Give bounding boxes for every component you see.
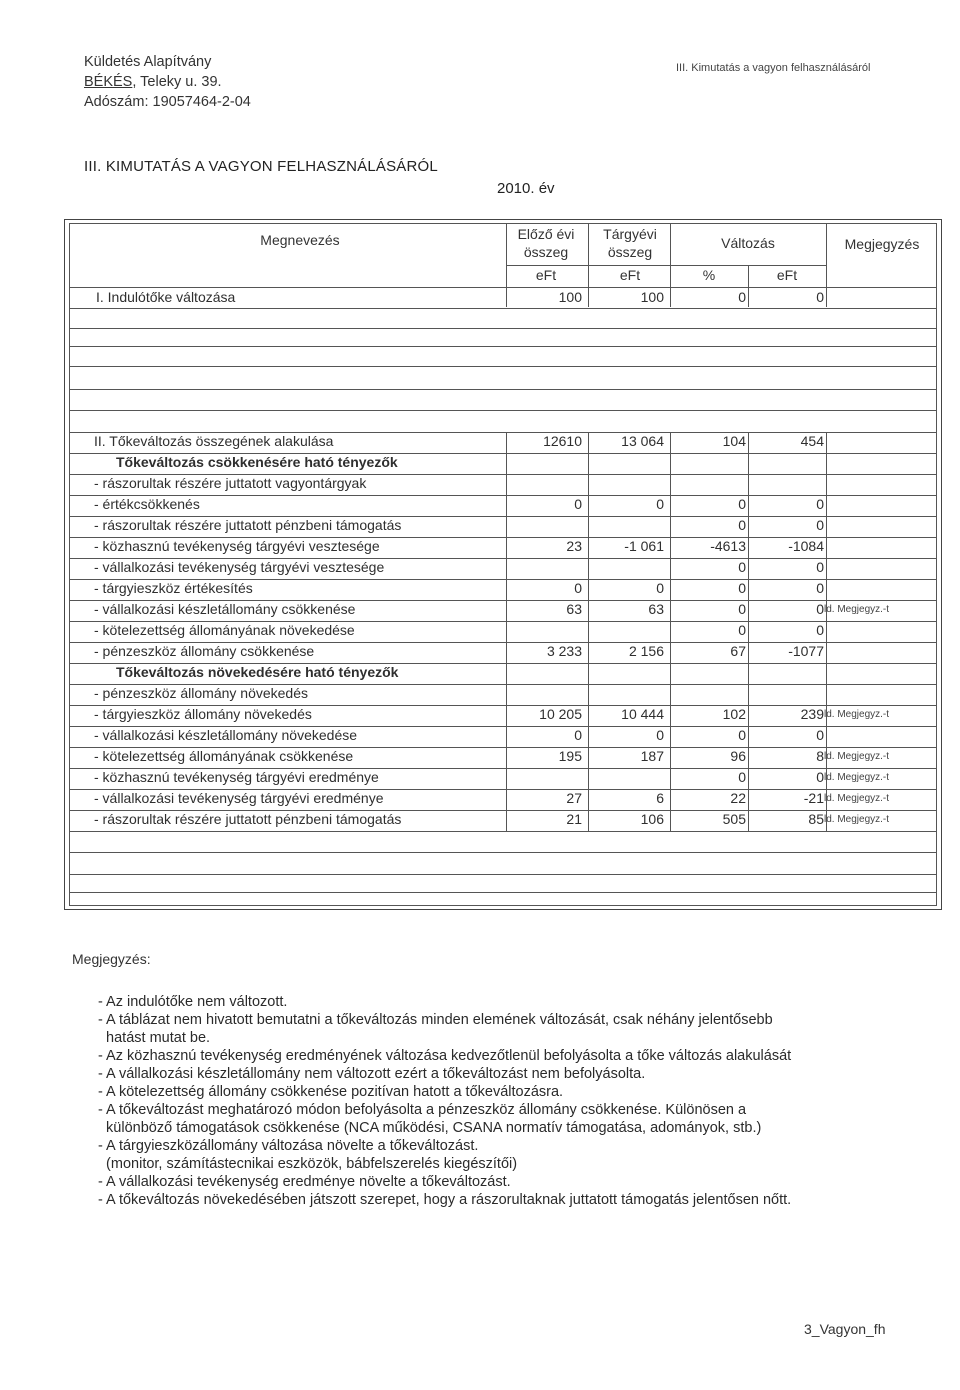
cell-pct: -4613 bbox=[710, 538, 746, 554]
cell-pct: 102 bbox=[722, 706, 746, 722]
cell-note: ld. Megjegyz.-t bbox=[824, 751, 890, 762]
cell-eft: 454 bbox=[800, 433, 824, 449]
cell-cur: 10 444 bbox=[621, 706, 664, 722]
cell-note: ld. Megjegyz.-t bbox=[824, 793, 890, 804]
cell-pct: 0 bbox=[738, 601, 746, 617]
org-name: Küldetés Alapítvány bbox=[84, 54, 212, 70]
cell-pct: 96 bbox=[730, 748, 746, 764]
notes-title: Megjegyzés: bbox=[72, 951, 151, 967]
cell-pct: 67 bbox=[730, 643, 746, 659]
cell-prev: 63 bbox=[566, 601, 582, 617]
row-label: - vállalkozási készletállomány csökkenése bbox=[94, 601, 356, 617]
row-divider bbox=[69, 328, 937, 329]
cell-pct: 0 bbox=[738, 289, 746, 305]
note-line: - A vállalkozási tevékenység eredménye növelte a tőkeváltozást. bbox=[98, 1174, 511, 1190]
row-label: - tárgyieszköz értékesítés bbox=[94, 580, 253, 596]
cell-cur: 0 bbox=[656, 727, 664, 743]
cell-eft: 0 bbox=[816, 601, 824, 617]
row-label: - vállalkozási tevékenység tárgyévi vesztesége bbox=[94, 559, 385, 575]
row-divider bbox=[69, 874, 937, 875]
cell-eft: -1084 bbox=[788, 538, 824, 554]
row-divider bbox=[69, 308, 937, 309]
cell-eft: 0 bbox=[816, 559, 824, 575]
unit-pct: % bbox=[702, 267, 716, 283]
note-line: - A tőkeváltozást meghatározó módon befolyásolta a pénzeszköz állomány csökkenése. Különösen a bbox=[98, 1102, 747, 1118]
cell-pct: 505 bbox=[722, 811, 746, 827]
cell-eft: -1077 bbox=[788, 643, 824, 659]
cell-cur: 0 bbox=[656, 580, 664, 596]
unit-prev: eFt bbox=[535, 267, 557, 283]
row-divider bbox=[69, 366, 937, 367]
row-divider bbox=[69, 831, 937, 832]
note-line: - Az indulótőke nem változott. bbox=[98, 994, 288, 1010]
cell-eft: 0 bbox=[816, 727, 824, 743]
note-line: különböző támogatások csökkenése (NCA működési, CSANA normatív támogatása, adományok, stb.) bbox=[98, 1120, 762, 1136]
cell-note: ld. Megjegyz.-t bbox=[824, 604, 890, 615]
cell-prev: 0 bbox=[574, 580, 582, 596]
row-divider bbox=[69, 389, 937, 390]
col-header-change: Változás bbox=[721, 235, 775, 251]
note-line: (monitor, számítástecnikai eszközök, bábfelszerelés kiegészítői) bbox=[98, 1156, 518, 1172]
cell-cur: 187 bbox=[640, 748, 664, 764]
row-label: - vállalkozási tevékenység tárgyévi eredménye bbox=[94, 790, 384, 806]
cell-pct: 0 bbox=[738, 622, 746, 638]
col-header-prev-2: összeg bbox=[523, 244, 569, 260]
cell-prev: 12610 bbox=[543, 433, 582, 449]
col-divider bbox=[826, 223, 827, 287]
cell-pct: 0 bbox=[738, 496, 746, 512]
cell-eft: 0 bbox=[816, 769, 824, 785]
cell-prev: 21 bbox=[566, 811, 582, 827]
org-address: BÉKÉS, Teleky u. 39. bbox=[84, 74, 222, 90]
row-label: - vállalkozási készletállomány növekedése bbox=[94, 727, 358, 743]
note-line: - Az közhasznú tevékenység eredményének változása kedvezőtlenül befolyásolta a tőke változás alakulását bbox=[98, 1048, 792, 1064]
cell-prev: 0 bbox=[574, 496, 582, 512]
cell-pct: 0 bbox=[738, 559, 746, 575]
cell-eft: 0 bbox=[816, 622, 824, 638]
note-line: - A kötelezettség állomány csökkenése pozitívan hatott a tőkeváltozásra. bbox=[98, 1084, 564, 1100]
cell-eft: 0 bbox=[816, 517, 824, 533]
cell-eft: 0 bbox=[816, 496, 824, 512]
row-divider bbox=[506, 265, 826, 266]
col-header-cur-2: összeg bbox=[607, 244, 653, 260]
cell-pct: 0 bbox=[738, 727, 746, 743]
row-label: - értékcsökkenés bbox=[94, 496, 200, 512]
cell-eft: -21 bbox=[803, 790, 824, 806]
row-divider bbox=[69, 287, 937, 288]
cell-cur: 63 bbox=[648, 601, 664, 617]
row-label: Tőkeváltozás növekedésére ható tényezők bbox=[116, 664, 399, 680]
page-title: III. KIMUTATÁS A VAGYON FELHASZNÁLÁSÁRÓL bbox=[84, 158, 438, 175]
cell-cur: -1 061 bbox=[624, 538, 664, 554]
cell-eft: 239 bbox=[800, 706, 824, 722]
row-label: - pénzeszköz állomány csökkenése bbox=[94, 643, 315, 659]
row-label: - tárgyieszköz állomány növekedés bbox=[94, 706, 312, 722]
row-divider bbox=[69, 852, 937, 853]
row-divider bbox=[69, 410, 937, 411]
footer-code: 3_Vagyon_fh bbox=[804, 1321, 886, 1337]
cell-note: ld. Megjegyz.-t bbox=[824, 814, 890, 825]
cell-prev: 27 bbox=[566, 790, 582, 806]
cell-eft: 85 bbox=[808, 811, 824, 827]
cell-cur: 100 bbox=[640, 289, 664, 305]
header-right-title: III. Kimutatás a vagyon felhasználásáról bbox=[676, 62, 871, 74]
report-year: 2010. év bbox=[497, 180, 555, 197]
cell-pct: 104 bbox=[722, 433, 746, 449]
note-line: - A táblázat nem hivatott bemutatni a tőkeváltozás minden elemének változását, csak néhány jelentősebb bbox=[98, 1012, 773, 1028]
cell-pct: 0 bbox=[738, 517, 746, 533]
cell-cur: 6 bbox=[656, 790, 664, 806]
cell-eft: 8 bbox=[816, 748, 824, 764]
col-divider bbox=[588, 223, 589, 287]
row-label: - pénzeszköz állomány növekedés bbox=[94, 685, 309, 701]
col-header-cur-1: Tárgyévi bbox=[603, 226, 657, 242]
cell-cur: 13 064 bbox=[621, 433, 664, 449]
row-label: - közhasznú tevékenység tárgyévi eredménye bbox=[94, 769, 379, 785]
cell-pct: 0 bbox=[738, 580, 746, 596]
row-divider bbox=[69, 346, 937, 347]
cell-note: ld. Megjegyz.-t bbox=[824, 772, 890, 783]
org-tax-number: Adószám: 19057464-2-04 bbox=[84, 94, 251, 110]
cell-prev: 3 233 bbox=[546, 643, 582, 659]
row-label: - közhasznú tevékenység tárgyévi vesztesége bbox=[94, 538, 380, 554]
col-header-prev-1: Előző évi bbox=[517, 226, 575, 242]
col-divider bbox=[588, 432, 589, 832]
row-label: II. Tőkeváltozás összegének alakulása bbox=[94, 433, 334, 449]
cell-cur: 106 bbox=[640, 811, 664, 827]
row-label: - rászorultak részére juttatott pénzbeni támogatás bbox=[94, 811, 402, 827]
row-label: I. Indulótőke változása bbox=[96, 289, 236, 305]
row-label: Tőkeváltozás csökkenésére ható tényezők bbox=[116, 454, 398, 470]
cell-eft: 0 bbox=[816, 289, 824, 305]
col-header-name: Megnevezés bbox=[260, 232, 340, 248]
cell-note: ld. Megjegyz.-t bbox=[824, 709, 890, 720]
row-divider bbox=[69, 892, 937, 893]
cell-cur: 2 156 bbox=[628, 643, 664, 659]
row-label: - kötelezettség állományának csökkenése bbox=[94, 748, 354, 764]
unit-cur: eFt bbox=[619, 267, 641, 283]
cell-pct: 22 bbox=[730, 790, 746, 806]
cell-prev: 23 bbox=[566, 538, 582, 554]
cell-eft: 0 bbox=[816, 580, 824, 596]
cell-cur: 0 bbox=[656, 496, 664, 512]
row-label: - kötelezettség állományának növekedése bbox=[94, 622, 355, 638]
col-divider bbox=[506, 432, 507, 832]
note-line: - A tárgyieszközállomány változása növelte a tőkeváltozást. bbox=[98, 1138, 479, 1154]
cell-prev: 195 bbox=[558, 748, 582, 764]
organization-block bbox=[84, 52, 251, 112]
note-line: - A tőkeváltozás növekedésében játszott szerepet, hogy a rászorultaknak juttatott támogatás jelentősen nőtt. bbox=[98, 1192, 792, 1208]
unit-eft: eFt bbox=[776, 267, 798, 283]
cell-prev: 10 205 bbox=[539, 706, 582, 722]
cell-prev: 0 bbox=[574, 727, 582, 743]
note-line: hatást mutat be. bbox=[98, 1030, 211, 1046]
col-header-note: Megjegyzés bbox=[844, 236, 920, 252]
row-label: - rászorultak részére juttatott pénzbeni támogatás bbox=[94, 517, 402, 533]
col-divider bbox=[826, 287, 827, 307]
note-line: - A vállalkozási készletállomány nem változott ezért a tőkeváltozást nem befolyásolta. bbox=[98, 1066, 646, 1082]
notes-list bbox=[98, 993, 918, 1209]
cell-pct: 0 bbox=[738, 769, 746, 785]
cell-prev: 100 bbox=[558, 289, 582, 305]
row-label: - rászorultak részére juttatott vagyontárgyak bbox=[94, 475, 367, 491]
